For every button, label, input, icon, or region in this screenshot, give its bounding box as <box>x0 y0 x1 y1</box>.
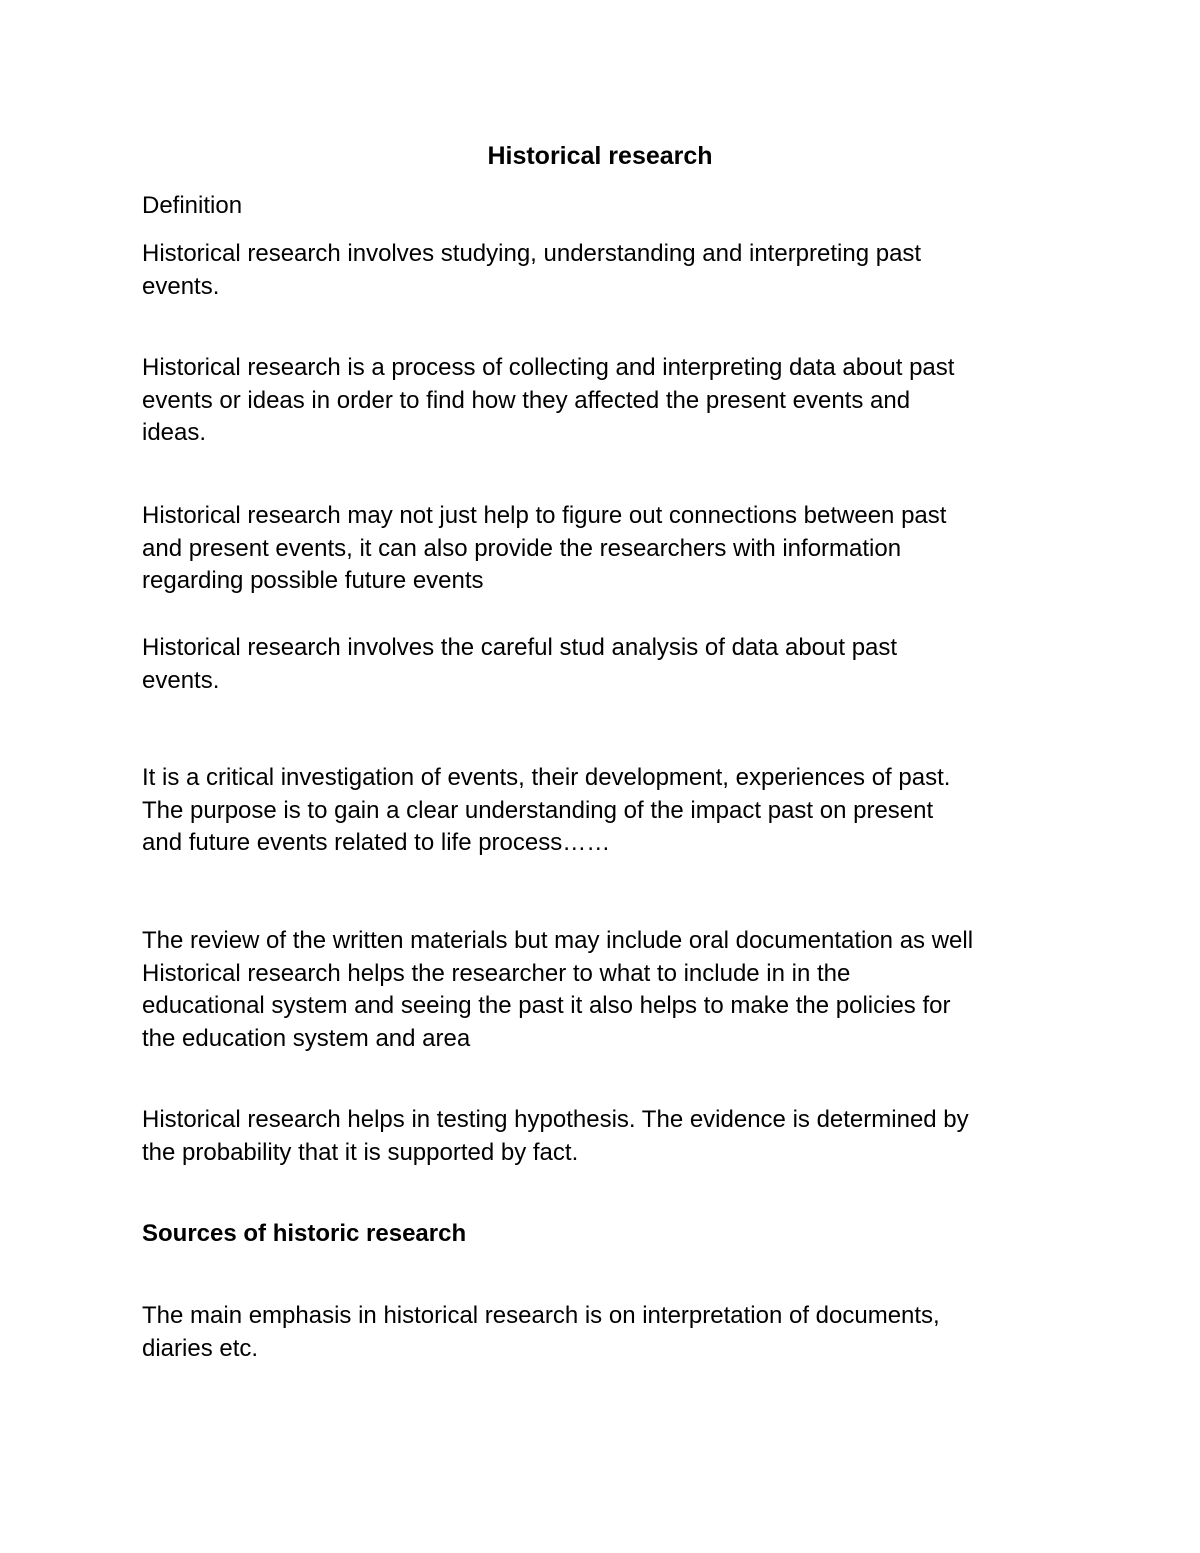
paragraph-4 <box>142 632 1067 697</box>
paragraph-line: Historical research is a process of collecting and interpreting data about past <box>142 354 955 381</box>
paragraph-line: and future events related to life process…… <box>142 829 611 856</box>
paragraph-line: The purpose is to gain a clear understanding of the impact past on present <box>142 796 934 824</box>
paragraph-6 <box>142 925 1067 1055</box>
paragraph-line: events. <box>142 666 220 694</box>
paragraph-line: the probability that it is supported by fact. <box>142 1138 579 1166</box>
paragraph-line: The main emphasis in historical research is on interpretation of documents, <box>142 1302 940 1329</box>
sources-heading-text: Sources of historic research <box>142 1220 467 1247</box>
sources-paragraph <box>142 1300 1067 1365</box>
paragraph-line: educational system and seeing the past it also helps to make the policies for <box>142 992 951 1019</box>
paragraph-line: the education system and area <box>142 1024 471 1052</box>
paragraph-line: diaries etc. <box>142 1334 259 1362</box>
paragraph-3 <box>142 500 1067 598</box>
definition-label <box>142 190 1067 223</box>
paragraph-line: It is a critical investigation of events, their development, experiences of past. <box>142 764 951 791</box>
paragraph-7 <box>142 1104 1067 1169</box>
paragraph-line: ideas. <box>142 419 207 446</box>
paragraph-2 <box>142 352 1067 450</box>
paragraph-1 <box>142 238 1067 303</box>
sources-heading <box>142 1218 1067 1251</box>
definition-label-text: Definition <box>142 192 243 219</box>
paragraph-line: Historical research helps the researcher to what to include in in the <box>142 959 851 987</box>
paragraph-5 <box>142 762 1067 860</box>
paragraph-line: Historical research involves the careful stud analysis of data about past <box>142 634 898 661</box>
document-title: Historical research <box>487 142 713 170</box>
paragraph-line: Historical research involves studying, understanding and interpreting past <box>142 240 922 267</box>
paragraph-line: regarding possible future events <box>142 567 484 594</box>
paragraph-line: Historical research helps in testing hypothesis. The evidence is determined by <box>142 1106 969 1133</box>
paragraph-line: The review of the written materials but may include oral documentation as well <box>142 927 974 954</box>
paragraph-line: and present events, it can also provide the researchers with information <box>142 534 902 562</box>
paragraph-line: Historical research may not just help to figure out connections between past <box>142 502 947 529</box>
paragraph-line: events. <box>142 272 220 300</box>
paragraph-line: events or ideas in order to find how they affected the present events and <box>142 386 911 414</box>
